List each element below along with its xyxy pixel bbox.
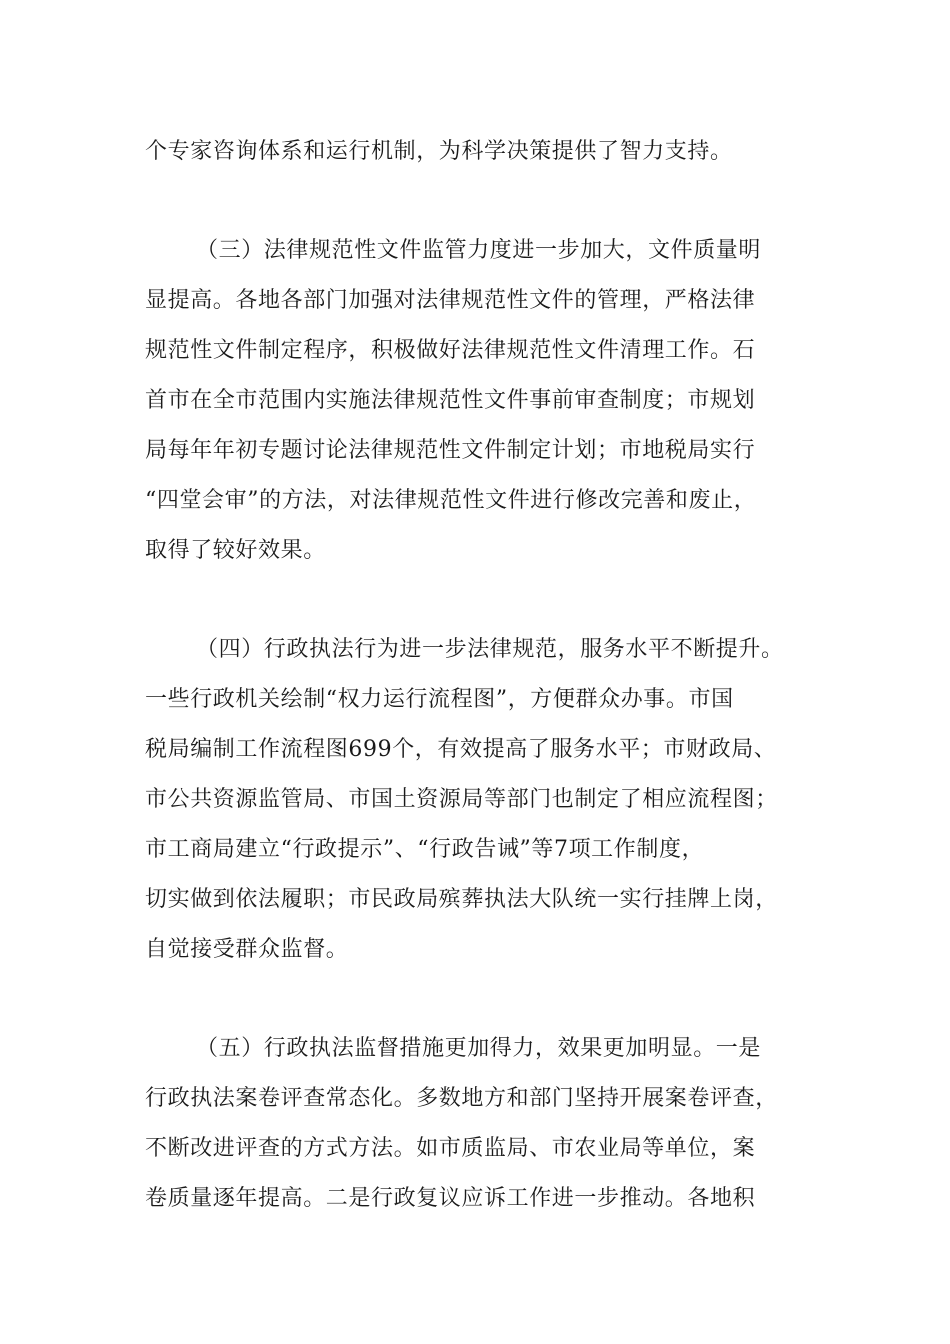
paragraph-line: 税局编制工作流程图699个，有效提高了服务水平；市财政局、 xyxy=(145,737,777,762)
paragraph-line: 市工商局建立“行政提示”、“行政告诫”等7项工作制度， xyxy=(145,837,705,862)
section-heading-line: （四）行政执法行为进一步法律规范，服务水平不断提升。 xyxy=(196,637,784,662)
section-heading-line: （三）法律规范性文件监管力度进一步加大，文件质量明 xyxy=(196,238,762,263)
paragraph-line: 首市在全市范围内实施法律规范性文件事前审查制度；市规划 xyxy=(145,388,756,413)
paragraph-line: “四堂会审”的方法，对法律规范性文件进行修改完善和废止， xyxy=(145,488,757,513)
paragraph-line: 切实做到依法履职；市民政局殡葬执法大队统一实行挂牌上岗， xyxy=(145,887,778,912)
paragraph-line: 规范性文件制定程序，积极做好法律规范性文件清理工作。石 xyxy=(145,338,756,363)
paragraph-line: 自觉接受群众监督。 xyxy=(145,937,349,962)
paragraph-line: 卷质量逐年提高。二是行政复议应诉工作进一步推动。各地积 xyxy=(145,1186,756,1211)
paragraph-line: 个专家咨询体系和运行机制，为科学决策提供了智力支持。 xyxy=(145,139,733,164)
paragraph-line: 行政执法案卷评查常态化。多数地方和部门坚持开展案卷评查， xyxy=(145,1086,778,1111)
paragraph-line: 取得了较好效果。 xyxy=(145,538,326,563)
paragraph-line: 一些行政机关绘制“权力运行流程图”，方便群众办事。市国 xyxy=(145,687,734,712)
paragraph-line: 局每年年初专题讨论法律规范性文件制定计划；市地税局实行 xyxy=(145,438,756,463)
section-heading-line: （五）行政执法监督措施更加得力，效果更加明显。一是 xyxy=(196,1036,762,1061)
paragraph-line: 不断改进评查的方式方法。如市质监局、市农业局等单位，案 xyxy=(145,1136,756,1161)
paragraph-line: 市公共资源监管局、市国土资源局等部门也制定了相应流程图； xyxy=(145,787,778,812)
paragraph-line: 显提高。各地各部门加强对法律规范性文件的管理，严格法律 xyxy=(145,288,756,313)
